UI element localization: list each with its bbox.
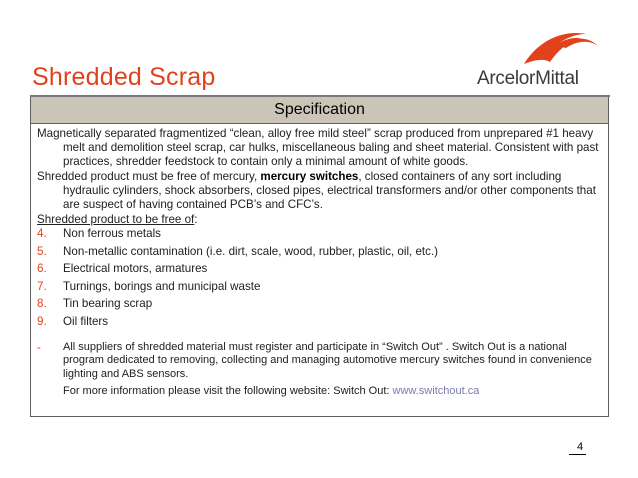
specification-header: Specification	[31, 97, 608, 124]
specification-body	[31, 124, 608, 399]
mercury-switches-bold: mercury switches	[260, 170, 359, 183]
list-item: 7. Turnings, borings and municipal waste	[37, 279, 261, 293]
free-of-list	[37, 227, 602, 329]
list-item: 8. Tin bearing scrap	[37, 297, 153, 310]
page-number: 4	[577, 441, 584, 453]
slide-title: Shredded Scrap	[32, 63, 216, 91]
logo-wordmark: ArcelorMittal	[477, 68, 579, 89]
switchout-link[interactable]: www.switchout.ca	[392, 385, 480, 398]
page-number-underline	[569, 454, 586, 455]
specification-box	[30, 97, 609, 417]
list-item: 9. Oil filters	[37, 314, 109, 328]
switch-out-note: - All suppliers of shredded material must register and participate in “Switch Out” . Switch Out is a national program dedicated to removing, collecting and managing automotive mercury switches found in convenience lighting and ABS sensors. For more information please visit the following website: Switch Out: www.switchout.ca	[37, 341, 602, 399]
list-item: 4. Non ferrous metals	[37, 227, 161, 240]
arcelormittal-swoosh-icon	[520, 28, 600, 68]
list-item: 5. Non-metallic contamination (i.e. dirt, scale, wood, rubber, plastic, oil, etc.)	[37, 244, 439, 258]
free-of-heading: Shredded product to be free of:	[37, 213, 198, 226]
spec-paragraph-1: Magnetically separated fragmentized “clean, alloy free mild steel” scrap produced from unprepared #1 heavy melt and demolition steel scrap, car hulks, miscellaneous baling and sheet material. Consistent with past practices, shredder feedstock to contain only a minimal amount of white goods.	[37, 127, 599, 168]
spec-paragraph-2: Shredded product must be free of mercury, mercury switches, closed containers of any sort including hydraulic cylinders, shock absorbers, closed pipes, electrical transformers and/or other components that are suspect of having contained PCB’s and CFC’s.	[37, 170, 596, 211]
switch-out-more-info: For more information please visit the following website: Switch Out: www.switchout.ca	[63, 385, 480, 398]
list-item: 6. Electrical motors, armatures	[37, 262, 208, 275]
switch-out-text: All suppliers of shredded material must register and participate in “Switch Out” . Switch Out is a national program dedicated to removing, collecting and managing automotive mercury switches found in convenience lighting and ABS sensors.	[63, 340, 592, 380]
